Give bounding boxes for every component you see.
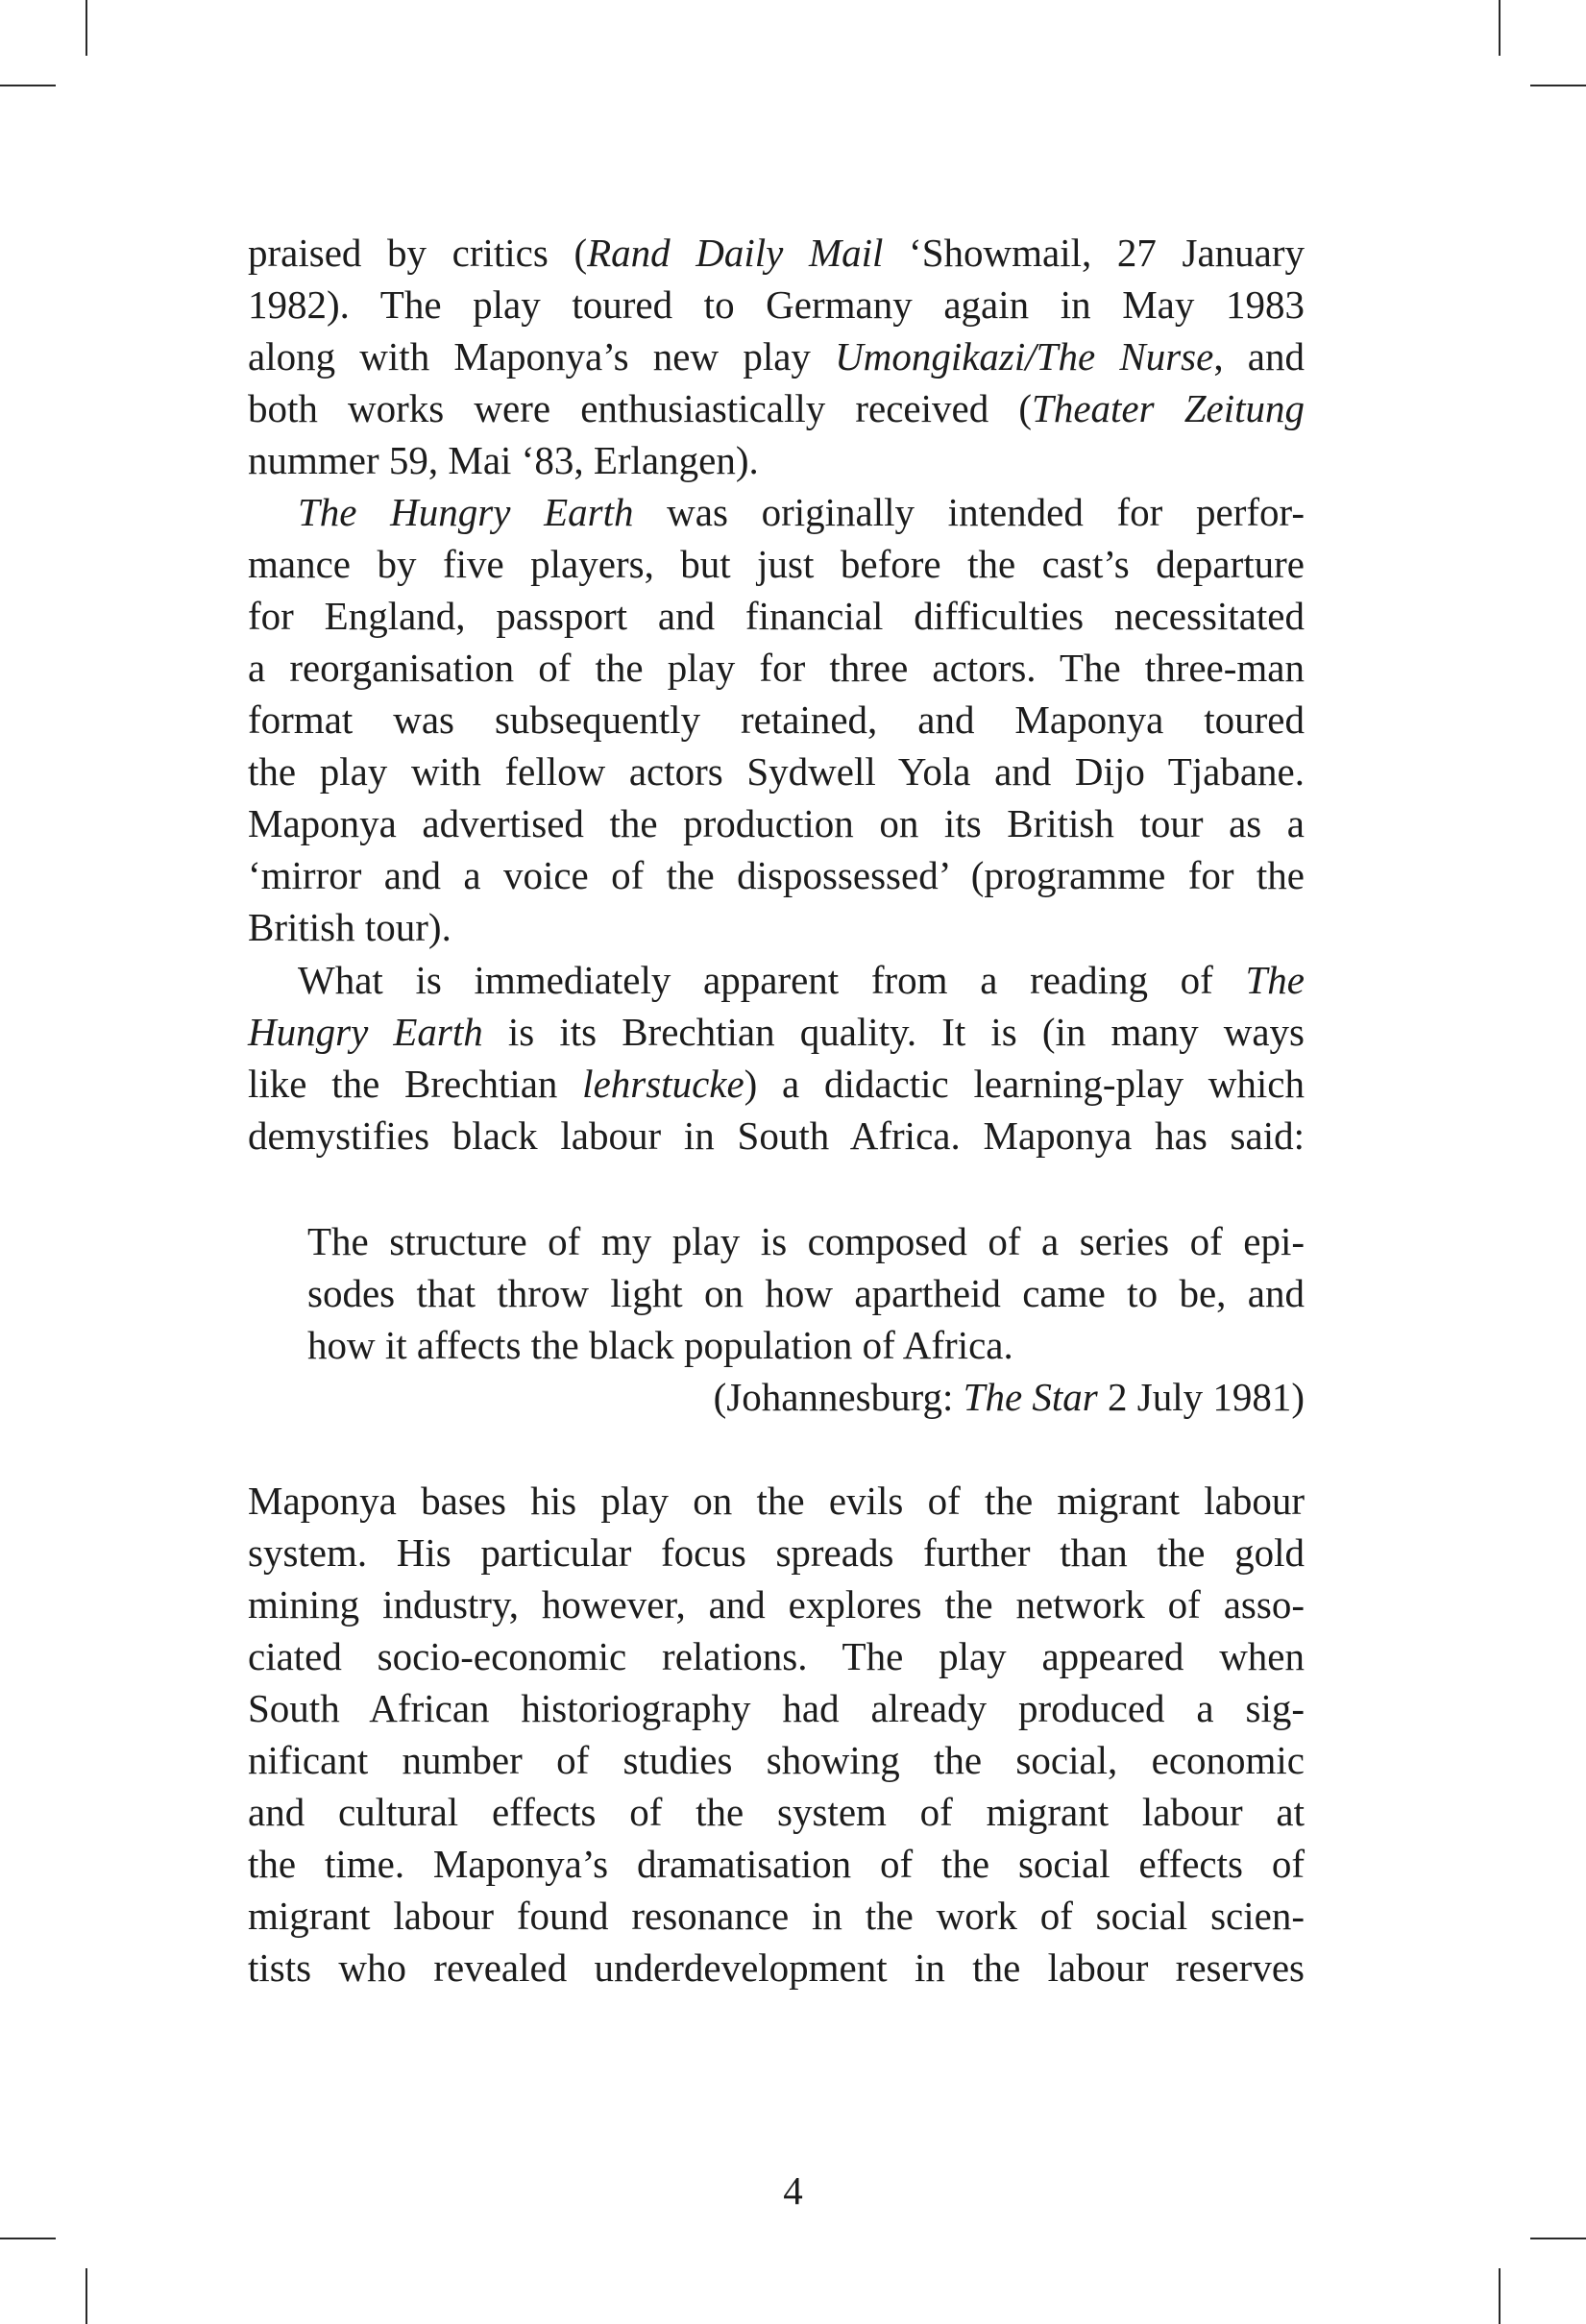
paragraph-1-line-2: 1982). The play toured to Germany again in May 1983 — [248, 282, 1305, 327]
paragraph-3-line-1: What is immediately apparent from a reading of The — [298, 958, 1305, 1002]
paragraph-1-line-3: along with Maponya’s new play Umongikazi/The Nurse, and — [248, 334, 1305, 379]
italic-publication-title: Theater Zeitung — [1032, 386, 1305, 430]
paragraph-2-line-5: format was subsequently retained, and Maponya toured — [248, 697, 1305, 742]
paragraph-4-line-8: the time. Maponya’s dramatisation of the social effects of — [248, 1842, 1305, 1886]
paragraph-3 — [248, 954, 1305, 1162]
paragraph-2-line-3: for England, passport and financial difficulties necessitated — [248, 594, 1305, 638]
paragraph-1-line-1: praised by critics (Rand Daily Mail ‘Showmail, 27 January — [248, 231, 1305, 275]
crop-mark-bottom-left-horizontal — [0, 2238, 56, 2239]
paragraph-1-line-5: nummer 59, Mai ‘83, Erlangen). — [248, 438, 759, 482]
italic-play-title: The — [1245, 958, 1305, 1002]
quote-line-3: how it affects the black population of Africa. — [307, 1323, 1013, 1367]
paragraph-4-line-5: South African historiography had already produced a sig- — [248, 1686, 1305, 1730]
paragraph-4 — [248, 1475, 1305, 1994]
paragraph-2-line-2: mance by five players, but just before the cast’s departure — [248, 542, 1305, 586]
italic-play-title: The Hungry Earth — [298, 490, 634, 534]
paragraph-4-line-2: system. His particular focus spreads further than the gold — [248, 1530, 1305, 1575]
paragraph-2-line-4: a reorganisation of the play for three actors. The three-man — [248, 646, 1305, 690]
crop-mark-bottom-right-horizontal — [1530, 2238, 1586, 2239]
paragraph-3-line-3: like the Brechtian lehrstucke) a didactic learning-play which — [248, 1062, 1305, 1106]
crop-mark-top-right-horizontal — [1530, 85, 1586, 86]
quote-line-1: The structure of my play is composed of a series of epi- — [307, 1219, 1305, 1263]
quote-citation: (Johannesburg: The Star 2 July 1981) — [713, 1375, 1305, 1419]
paragraph-4-line-6: nificant number of studies showing the social, economic — [248, 1738, 1305, 1782]
paragraph-2-line-1: The Hungry Earth was originally intended for perfor- — [298, 490, 1305, 534]
paragraph-2-line-8: ‘mirror and a voice of the dispossessed’ (programme for the — [248, 853, 1305, 897]
paragraph-4-line-10: tists who revealed underdevelopment in the labour reserves — [248, 1945, 1305, 1990]
crop-mark-top-left-vertical — [85, 0, 87, 56]
quote-line-2: sodes that throw light on how apartheid came to be, and — [307, 1271, 1305, 1315]
paragraph-4-line-9: migrant labour found resonance in the work of social scien- — [248, 1894, 1305, 1938]
paragraph-3-line-2: Hungry Earth is its Brechtian quality. It is (in many ways — [248, 1010, 1305, 1054]
block-quote — [307, 1215, 1305, 1423]
italic-play-title: Hungry Earth — [248, 1010, 483, 1054]
italic-publication-title: The Star — [963, 1375, 1098, 1419]
paragraph-2-line-7: Maponya advertised the production on its British tour as a — [248, 801, 1305, 845]
crop-mark-top-right-vertical — [1499, 0, 1501, 56]
paragraph-3-line-4: demystifies black labour in South Africa. Maponya has said: — [248, 1113, 1305, 1158]
crop-mark-bottom-left-vertical — [85, 2268, 87, 2324]
italic-play-title: Umongikazi/The Nurse — [835, 334, 1214, 379]
paragraph-2-line-9: British tour). — [248, 905, 451, 949]
paragraph-1-line-4: both works were enthusiastically received (Theater Zeitung — [248, 386, 1305, 430]
paragraph-4-line-7: and cultural effects of the system of migrant labour at — [248, 1790, 1305, 1834]
paragraph-4-line-1: Maponya bases his play on the evils of the migrant labour — [248, 1479, 1305, 1523]
paragraph-4-line-3: mining industry, however, and explores the network of asso- — [248, 1582, 1305, 1627]
crop-mark-bottom-right-vertical — [1499, 2268, 1501, 2324]
paragraph-2-line-6: the play with fellow actors Sydwell Yola and Dijo Tjabane. — [248, 749, 1305, 794]
paragraph-4-line-4: ciated socio-economic relations. The play appeared when — [248, 1634, 1305, 1678]
crop-mark-top-left-horizontal — [0, 85, 56, 86]
page-number: 4 — [783, 2168, 803, 2213]
italic-publication-title: Rand Daily Mail — [587, 231, 884, 275]
paragraph-2 — [248, 486, 1305, 953]
paragraph-1 — [248, 227, 1305, 486]
italic-term: lehrstucke — [582, 1062, 744, 1106]
